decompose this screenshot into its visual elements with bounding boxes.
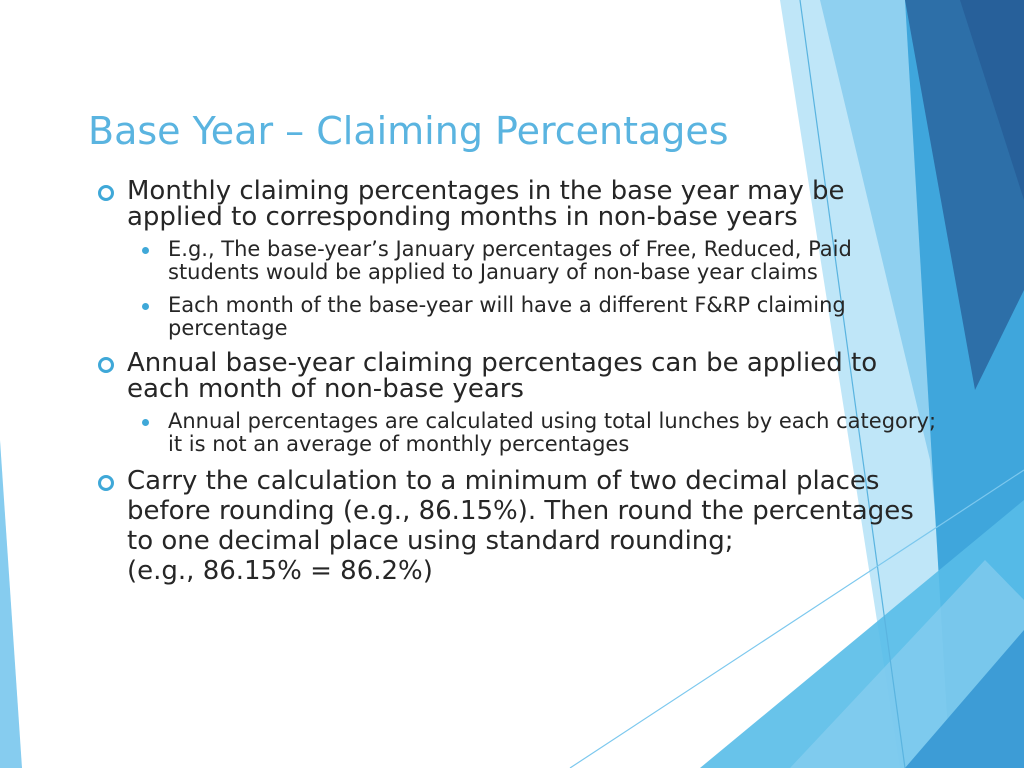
- sub-bullet-item: [138, 294, 946, 340]
- sub-bullet-text: E.g., The base-year’s January percentages of Free, Reduced, Paid students would be applied to January of non-base year claims: [168, 237, 852, 284]
- bullet-text: Carry the calculation to a minimum of two decimal places before rounding (e.g., 86.15%). Then round the percentages to one decimal place using standard rounding;: [127, 466, 914, 556]
- left-edge-shape: [0, 440, 22, 768]
- bullet-text-example: (e.g., 86.15% = 86.2%): [127, 556, 433, 586]
- sub-bullet-text: Annual percentages are calculated using total lunches by each category; it is not an average of monthly percentages: [168, 409, 937, 456]
- hollow-circle-bullet-icon: [98, 357, 114, 373]
- bullet-group-2: [96, 350, 946, 456]
- bullet-text: Monthly claiming percentages in the base year may be applied to corresponding months in non-base years: [127, 176, 845, 232]
- bullet-text: Annual base-year claiming percentages can be applied to each month of non-base years: [127, 348, 878, 404]
- sub-bullet-item: [138, 238, 946, 284]
- hollow-circle-bullet-icon: [98, 475, 114, 491]
- bullet-item: [96, 350, 946, 402]
- bullet-group-3: [96, 466, 946, 586]
- dot-bullet-icon: [142, 247, 149, 254]
- sub-bullet-item: [138, 410, 946, 456]
- dot-bullet-icon: [142, 419, 149, 426]
- bullet-item: [96, 466, 946, 586]
- sub-bullet-text: Each month of the base-year will have a different F&RP claiming percentage: [168, 293, 846, 340]
- bullet-item: [96, 178, 946, 230]
- slide-title: Base Year – Claiming Percentages: [88, 109, 729, 153]
- dot-bullet-icon: [142, 303, 149, 310]
- bullet-group-1: [96, 178, 946, 340]
- bullet-list: [96, 178, 946, 594]
- hollow-circle-bullet-icon: [98, 185, 114, 201]
